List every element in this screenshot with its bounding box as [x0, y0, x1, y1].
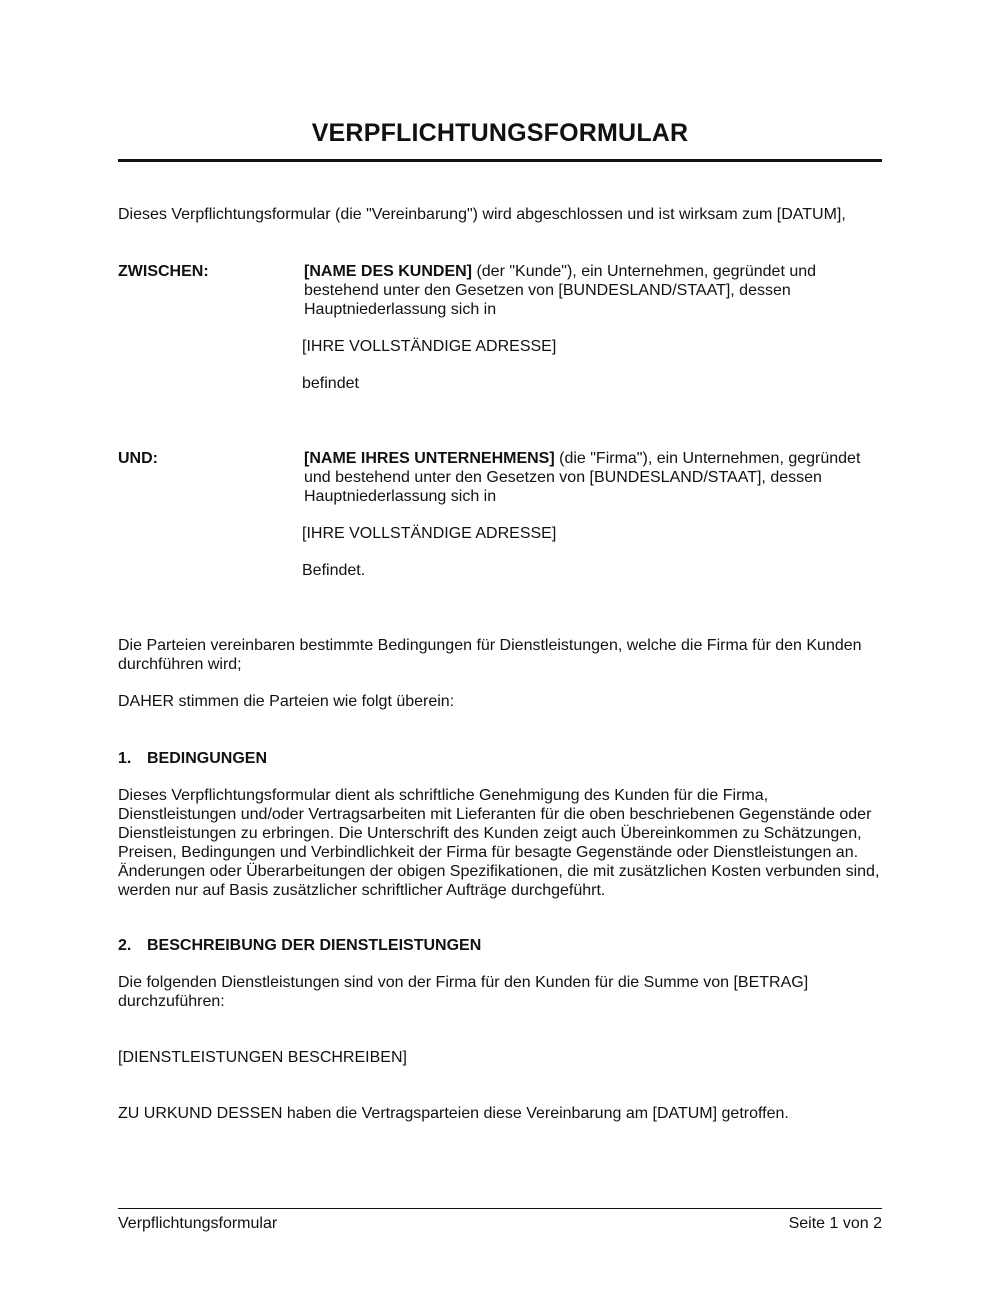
- party2-name: [NAME IHRES UNTERNEHMENS]: [304, 450, 555, 467]
- intro-paragraph: Dieses Verpflichtungsformular (die "Vereinbarung") wird abgeschlossen und ist wirksam zum [DATUM],: [118, 206, 846, 223]
- agreement-statement: DAHER stimmen die Parteien wie folgt überein:: [118, 693, 455, 710]
- section2-number: 2.: [118, 937, 132, 954]
- party2-description-line1: (die "Firma"), ein Unternehmen, gegründet: [554, 450, 861, 467]
- party1-description-line3: Hauptniederlassung sich in: [304, 301, 497, 318]
- party1-label: ZWISCHEN:: [118, 263, 209, 280]
- witness-clause: ZU URKUND DESSEN haben die Vertragsparteien diese Vereinbarung am [DATUM] getroffen.: [118, 1105, 789, 1122]
- party2-description: [304, 449, 884, 506]
- party1-description: [304, 262, 884, 319]
- party1-address: [IHRE VOLLSTÄNDIGE ADRESSE]: [302, 338, 557, 355]
- section2-title: BESCHREIBUNG DER DIENSTLEISTUNGEN: [147, 937, 482, 954]
- party2-description-line3: Hauptniederlassung sich in: [304, 488, 497, 505]
- party1-description-line2: bestehend unter den Gesetzen von [BUNDESLAND/STAAT], dessen: [304, 282, 791, 299]
- party2-description-line2: und bestehend unter den Gesetzen von [BUNDESLAND/STAAT], dessen: [304, 469, 822, 486]
- section1-heading: [118, 749, 267, 768]
- party1-description-line1: (der "Kunde"), ein Unternehmen, gegründet und: [472, 263, 817, 280]
- party1-name: [NAME DES KUNDEN]: [304, 263, 472, 280]
- party1-closing: befindet: [302, 375, 359, 392]
- section1-number: 1.: [118, 750, 132, 767]
- section2-text: Die folgenden Dienstleistungen sind von der Firma für den Kunden für die Summe von [BETRAG] durchzuführen:: [118, 974, 809, 1010]
- title-divider: [118, 159, 882, 162]
- footer-page-number: Seite 1 von 2: [788, 1215, 882, 1232]
- party2-closing: Befindet.: [302, 562, 366, 579]
- party2-label: UND:: [118, 450, 158, 467]
- footer-divider: [118, 1208, 882, 1209]
- document-title: VERPFLICHTUNGSFORMULAR: [311, 119, 689, 147]
- section1-text: Dieses Verpflichtungsformular dient als schriftliche Genehmigung des Kunden für die Firma, Dienstleistungen und/oder Vertragsarbeiten mit Lieferanten für die oben beschriebenen Gegenstände oder Dienstleistungen zu erbringen. Die Unterschrift des Kunden zeigt auch Übereinkommen zu Schätzungen, Preisen, Bedingungen und Verbindlichkeit der Firma für besagte Gegenstände oder Dienstleistungen an. Änderungen oder Überarbeitungen der obigen Spezifikationen, die mit zusätzlichen Kosten verbunden sind, werden nur auf Basis zusätzlicher schriftlicher Aufträge durchgeführt.: [118, 787, 880, 899]
- section1-title: BEDINGUNGEN: [147, 750, 268, 767]
- section2-heading: [118, 936, 481, 955]
- footer-document-name: Verpflichtungsformular: [118, 1215, 278, 1232]
- services-placeholder: [DIENSTLEISTUNGEN BESCHREIBEN]: [118, 1049, 407, 1066]
- recital-paragraph: Die Parteien vereinbaren bestimmte Bedingungen für Dienstleistungen, welche die Firma für den Kunden durchführen wird;: [118, 637, 862, 673]
- party2-address: [IHRE VOLLSTÄNDIGE ADRESSE]: [302, 525, 557, 542]
